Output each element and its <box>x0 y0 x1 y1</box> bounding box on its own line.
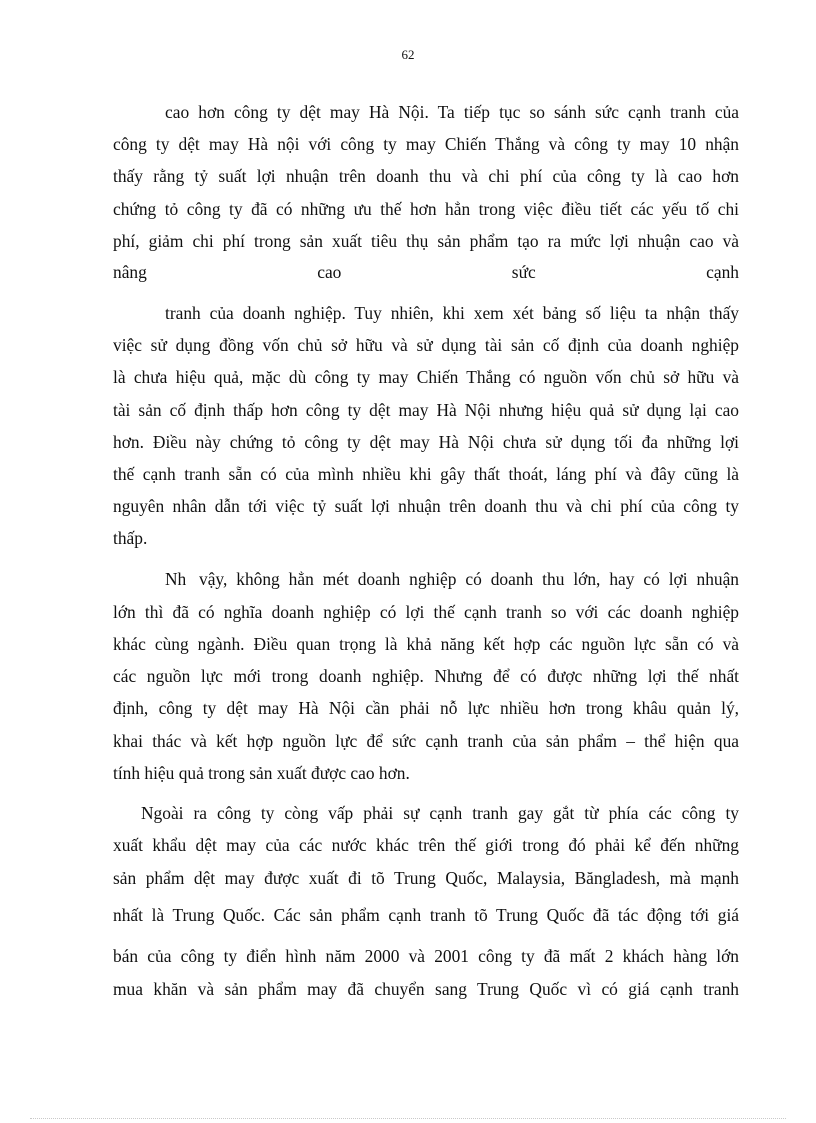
text-line: công ty dệt may Hà nội với công ty may Chiến Thắng và công ty may 10 nhận <box>113 134 739 154</box>
text-line: phí, giảm chi phí trong sản xuất tiêu thụ sản phẩm tạo ra mức lợi nhuận cao và <box>113 231 739 251</box>
page-number: 62 <box>401 47 415 62</box>
text-line: thấp. <box>113 528 148 548</box>
text-line: là chưa hiệu quả, mặc dù công ty may Chiến Thắng có nguồn vốn chủ sở hữu và <box>113 367 739 387</box>
text-line: mua khăn và sản phẩm may đã chuyển sang Trung Quốc vì có giá cạnh tranh <box>113 979 739 999</box>
text-line-remainder: vậy, không hẳn mét doanh nghiệp có doanh thu lớn, hay có lợi nhuận <box>199 569 739 589</box>
text-line: tính hiệu quả trong sản xuất được cao hơn. <box>113 763 410 783</box>
text-line: sản phẩm dệt may được xuất đi tõ Trung Quốc, Malaysia, Băngladesh, mà mạnh <box>113 868 739 888</box>
text-line: cao hơn công ty dệt may Hà Nội. Ta tiếp tục so sánh sức cạnh tranh của <box>165 102 739 122</box>
text-line: nhất là Trung Quốc. Các sản phẩm cạnh tranh tõ Trung Quốc đã tác động tới giá <box>113 905 739 925</box>
text-line: lớn thì đã có nghĩa doanh nghiệp có lợi thế cạnh tranh so với các doanh nghiệp <box>113 602 739 622</box>
first-fragment: Nh <box>165 569 187 589</box>
text-line: tài sản cố định thấp hơn công ty dệt may Hà Nội nhưng hiệu quả sử dụng lại cao <box>113 400 739 420</box>
text-line: hơn. Điều này chứng tỏ công ty dệt may Hà Nội chưa sử dụng tối đa những lợi <box>113 432 739 452</box>
text-line: định, công ty dệt may Hà Nội cần phải nỗ lực nhiều hơn trong khâu quản lý, <box>113 698 739 718</box>
text-line: việc sử dụng đồng vốn chủ sở hữu và sử dụng tài sản cố định của doanh nghiệp <box>113 335 739 355</box>
page-bottom-rule <box>30 1118 786 1119</box>
text-line: chứng tỏ công ty đã có những ưu thế hơn hẳn trong việc điều tiết các yếu tố chi <box>113 199 739 219</box>
text-line: Ngoài ra công ty còng vấp phải sự cạnh tranh gay gắt từ phía các công ty <box>141 803 739 823</box>
text-line: khai thác và kết hợp nguồn lực để sức cạnh tranh của sản phẩm – thể hiện qua <box>113 731 739 751</box>
text-line <box>165 567 739 591</box>
text-line: khác cùng ngành. Điều quan trọng là khả năng kết hợp các nguồn lực sẵn có và <box>113 634 739 654</box>
text-line: nguyên nhân dẫn tới việc tỷ suất lợi nhuận trên doanh thu và chi phí của công ty <box>113 496 739 516</box>
text-line: các nguồn lực mới trong doanh nghiệp. Nhưng để có được những lợi thế nhất <box>113 666 739 686</box>
text-line: bán của công ty điển hình năm 2000 và 2001 công ty đã mất 2 khách hàng lớn <box>113 946 739 966</box>
text-line: nâng cao sức cạnh <box>113 262 739 282</box>
text-line: tranh của doanh nghiệp. Tuy nhiên, khi xem xét bảng số liệu ta nhận thấy <box>165 303 739 323</box>
text-line: xuất khẩu dệt may của các nước khác trên thế giới trong đó phải kể đến những <box>113 835 739 855</box>
text-line: thế cạnh tranh sẵn có của mình nhiều khi gây thất thoát, láng phí và đây cũng là <box>113 464 739 484</box>
text-line: thấy rằng tỷ suất lợi nhuận trên doanh thu và chi phí của công ty là cao hơn <box>113 166 739 186</box>
